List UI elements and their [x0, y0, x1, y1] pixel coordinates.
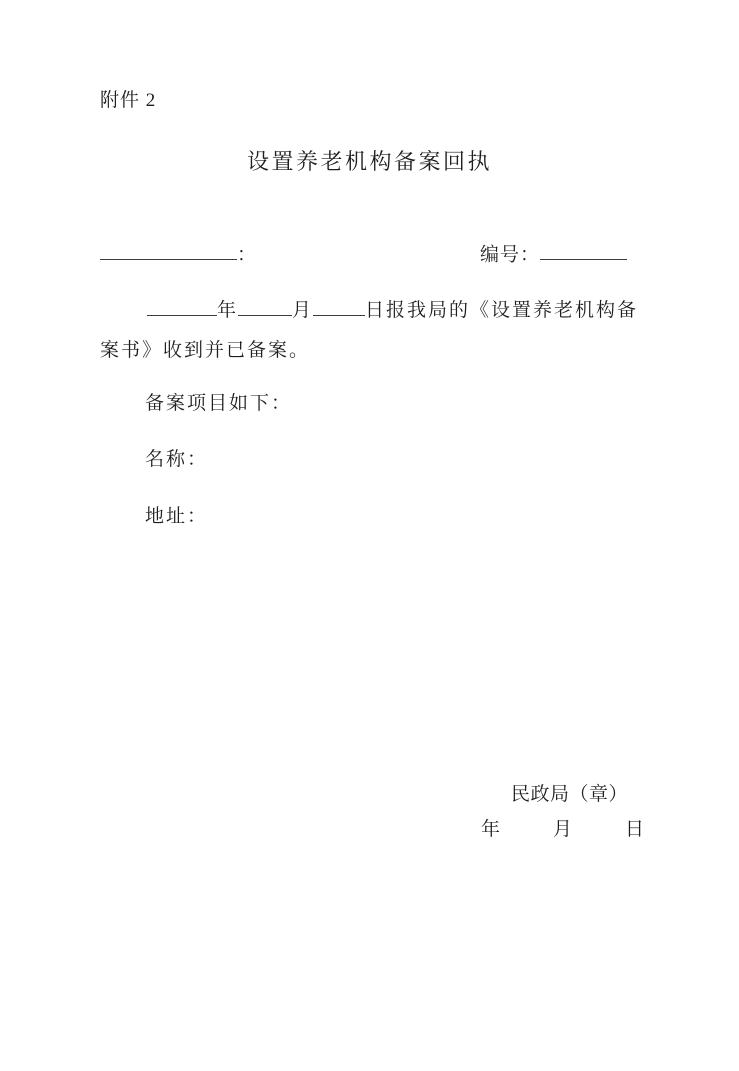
number-label: 编号：: [479, 244, 540, 266]
addressee-field: [100, 240, 257, 267]
items-heading: 备案项目如下：: [145, 393, 293, 414]
signature-date-line: [481, 819, 644, 841]
month-blank-line: [238, 296, 292, 316]
body-line1-text: 日报我局的《设置养老机构备: [365, 300, 639, 321]
page-title: 设置养老机构备案回执: [246, 149, 492, 174]
month-label: 月: [292, 300, 314, 321]
field-label-name: 名称：: [145, 449, 209, 470]
authority-seal-label: 民政局（章）: [511, 784, 629, 805]
date-year-label: 年: [481, 819, 501, 840]
body-line2-text: 案书》收到并已备案。: [100, 340, 311, 361]
number-field: [480, 240, 627, 267]
date-day-label: 日: [625, 819, 645, 840]
field-label-address: 地址：: [145, 506, 209, 527]
year-blank-line: [147, 296, 217, 316]
addressee-colon: ：: [237, 244, 258, 266]
body-paragraph: [100, 291, 652, 371]
addressee-blank-line: [100, 240, 237, 260]
attachment-label: 附件 2: [100, 90, 157, 111]
recipient-number-row: [100, 240, 627, 267]
date-month-label: 月: [553, 819, 573, 840]
day-blank-line: [313, 296, 365, 316]
number-blank-line: [540, 240, 627, 260]
year-label: 年: [217, 300, 239, 321]
